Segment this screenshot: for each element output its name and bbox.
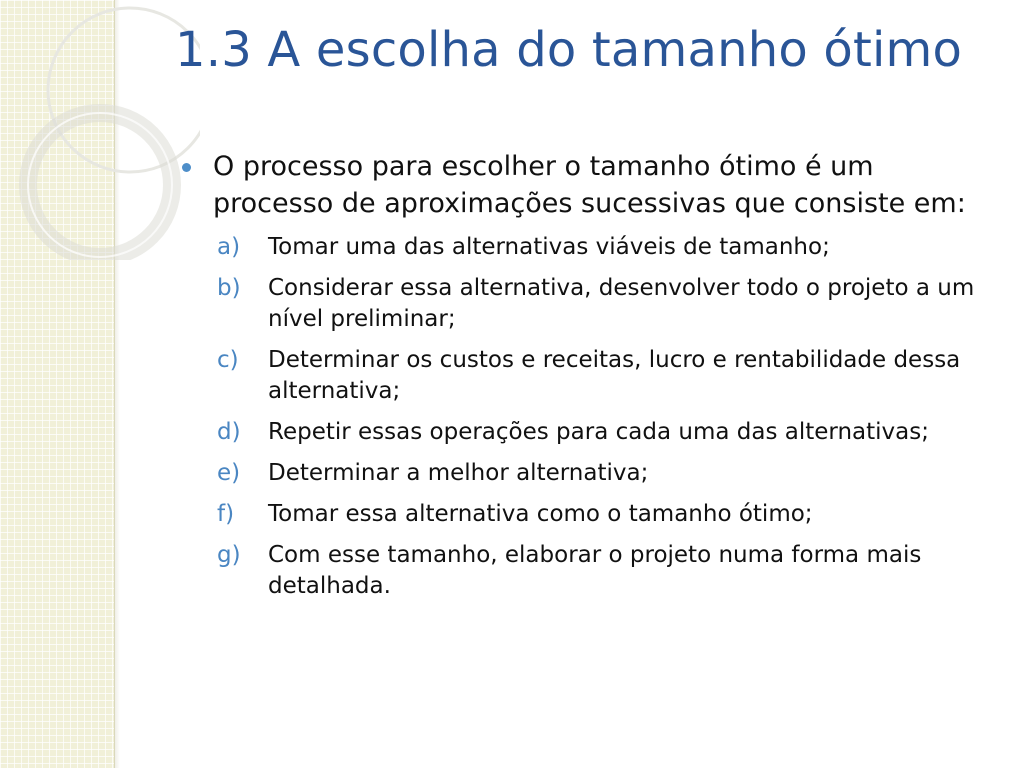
list-marker: g) (217, 542, 241, 568)
list-item-g (180, 540, 990, 602)
list-item-text: Repetir essas operações para cada uma das alternativas; (268, 419, 929, 445)
list-item-c (180, 345, 990, 407)
list-marker: a) (217, 234, 241, 260)
list-marker: d) (217, 419, 241, 445)
list-marker: c) (217, 347, 239, 373)
main-bullet-text: O processo para escolher o tamanho ótimo é um processo de aproximações sucessivas que consiste em: (213, 151, 966, 219)
decorative-side-panel (0, 0, 115, 768)
list-item-d (180, 417, 990, 448)
list-marker: b) (217, 275, 241, 301)
list-item-text: Considerar essa alternativa, desenvolver todo o projeto a um nível preliminar; (268, 275, 975, 332)
slide-title: 1.3 A escolha do tamanho ótimo (175, 22, 963, 78)
side-panel-shadow (114, 0, 120, 768)
list-item-text: Tomar essa alternativa como o tamanho ótimo; (268, 501, 813, 527)
list-item-f (180, 499, 990, 530)
list-item-b (180, 273, 990, 335)
main-bullet (180, 148, 990, 222)
list-marker: f) (217, 501, 235, 527)
list-item-text: Determinar os custos e receitas, lucro e rentabilidade dessa alternativa; (268, 347, 961, 404)
list-item-text: Tomar uma das alternativas viáveis de tamanho; (268, 234, 830, 260)
list-item-text: Determinar a melhor alternativa; (268, 460, 649, 486)
list-marker: e) (217, 460, 241, 486)
bullet-dot-icon (182, 163, 191, 172)
slide-content (180, 148, 990, 612)
list-item-a (180, 232, 990, 263)
list-item-e (180, 458, 990, 489)
sub-list (180, 232, 990, 602)
list-item-text: Com esse tamanho, elaborar o projeto numa forma mais detalhada. (268, 542, 922, 599)
